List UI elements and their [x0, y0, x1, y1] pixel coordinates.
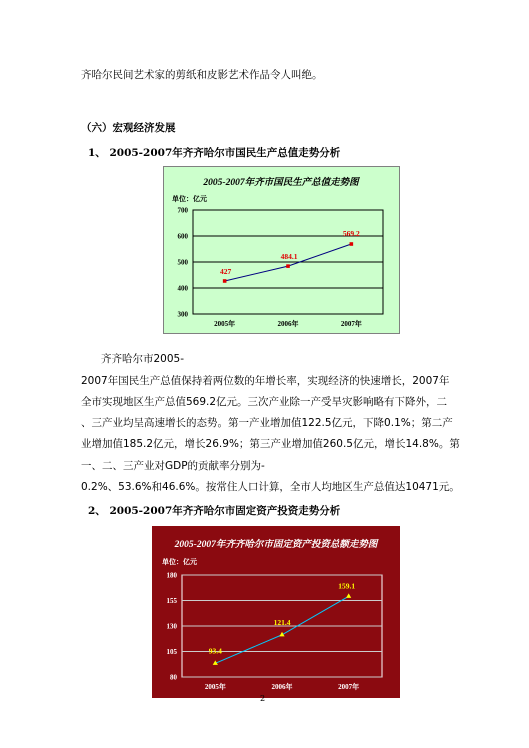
y-tick-label: 180 — [166, 571, 177, 580]
investment-chart-unit-label: 单位：亿元 — [162, 558, 197, 566]
investment-chart-svg — [152, 526, 400, 698]
x-tick-label: 2007年 — [340, 320, 362, 328]
data-label: 484.1 — [280, 252, 298, 262]
intro-line: 齐哈尔民间艺术家的剪纸和皮影艺术作品令人叫绝。 — [81, 69, 323, 81]
data-point-marker — [286, 264, 290, 268]
data-label: 569.2 — [342, 229, 360, 239]
paragraph-line: 2007年国民生产总值保持着两位数的年增长率，实现经济的快速增长，2007年 — [81, 375, 450, 387]
y-tick-label: 105 — [166, 648, 177, 656]
paragraph-line: 一、二、三产业对GDP的贡献率分别为- — [81, 460, 265, 472]
subsection-heading-gdp: 1、 2005-2007年齐齐哈尔市国民生产总值走势分析 — [88, 147, 341, 159]
x-tick-label: 2005年 — [204, 683, 226, 691]
paragraph-line: 0.2%、53.6%和46.6%。按常住人口计算，全市人均地区生产总值达10471元。 — [81, 481, 460, 493]
data-label: 159.1 — [338, 581, 356, 591]
y-tick-label: 155 — [166, 597, 177, 605]
investment-chart-title: 2005-2007年齐齐哈尔市固定资产投资总额走势图 — [174, 540, 378, 550]
y-tick-label: 80 — [170, 673, 177, 682]
investment-chart — [152, 526, 400, 698]
x-tick-label: 2006年 — [271, 683, 293, 691]
y-tick-label: 500 — [177, 258, 188, 267]
paragraph-line: 、三产业均呈高速增长的态势。第一产业增加值122.5亿元，下降0.1%；第二产 — [81, 417, 453, 429]
x-tick-label: 2007年 — [338, 683, 360, 691]
x-tick-label: 2005年 — [214, 320, 236, 328]
paragraph-line: 全市实现地区生产总值569.2亿元。三次产业除一产受旱灾影响略有下降外，二 — [81, 396, 448, 408]
gdp-chart — [163, 166, 400, 334]
gdp-chart-svg — [163, 166, 400, 334]
y-tick-label: 300 — [177, 310, 188, 319]
data-label: 93.4 — [208, 646, 222, 656]
subsection-heading-investment: 2、 2005-2007年齐齐哈尔市固定资产投资走势分析 — [88, 505, 341, 517]
page-number: 2 — [260, 694, 266, 703]
y-tick-label: 700 — [177, 206, 188, 215]
x-tick-label: 2006年 — [277, 320, 299, 328]
paragraph-line: 业增加值185.2亿元，增长26.9%；第三产业增加值260.5亿元，增长14.8%。第 — [81, 438, 460, 450]
gdp-chart-unit-label: 单位：亿元 — [172, 195, 207, 203]
section-heading: （六）宏观经济发展 — [81, 122, 176, 134]
gdp-chart-title: 2005-2007年齐市国民生产总值走势图 — [203, 178, 359, 188]
y-tick-label: 400 — [177, 284, 188, 293]
data-label: 121.4 — [273, 617, 291, 627]
data-point-marker — [350, 242, 354, 246]
gdp-chart-background — [164, 167, 400, 334]
y-tick-label: 130 — [166, 622, 177, 631]
data-point-marker — [223, 279, 227, 283]
paragraph-line: 齐齐哈尔市2005- — [101, 353, 185, 365]
data-label: 427 — [220, 266, 232, 276]
y-tick-label: 600 — [177, 232, 188, 241]
